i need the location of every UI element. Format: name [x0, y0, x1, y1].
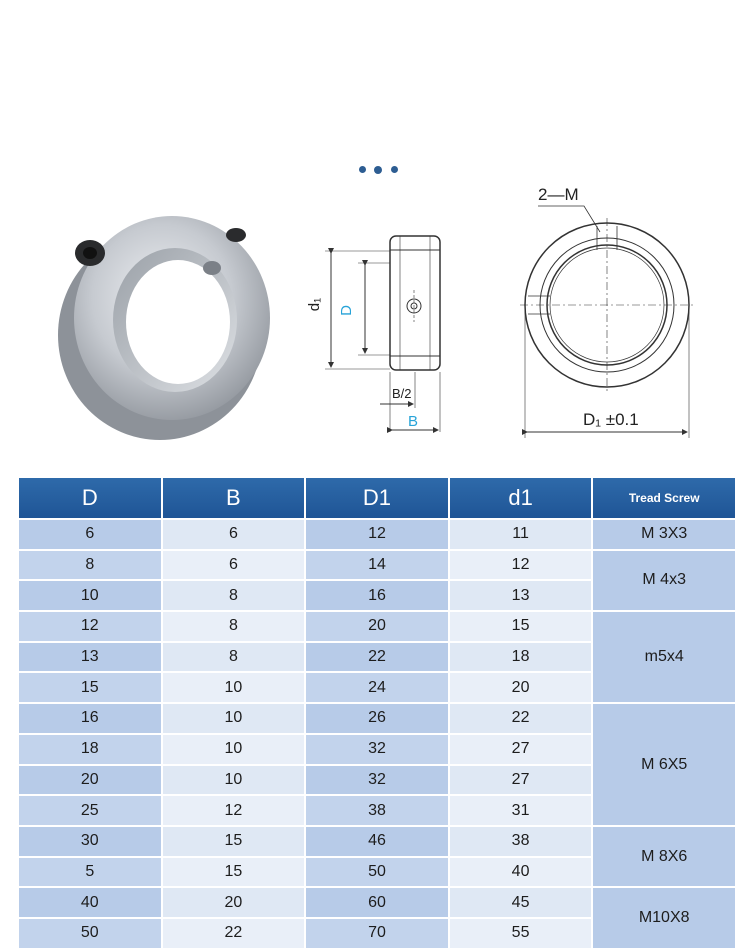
header-tread-screw: Tread Screw	[593, 478, 735, 518]
table-cell: 32	[306, 764, 448, 795]
table-cell: 6	[163, 518, 305, 549]
table-cell: 20	[163, 886, 305, 917]
table-cell: 8	[163, 641, 305, 672]
table-cell: 12	[163, 794, 305, 825]
side-view-drawing	[325, 236, 440, 432]
screw-size-cell: M 6X5	[593, 702, 735, 825]
table-cell: 20	[19, 764, 161, 795]
table-cell: 22	[450, 702, 592, 733]
table-cell: 45	[450, 886, 592, 917]
label-D: D	[337, 305, 355, 316]
table-cell: 10	[163, 702, 305, 733]
header-d1: d1	[450, 478, 592, 518]
table-cell: 12	[306, 518, 448, 549]
screw-size-cell: M 4x3	[593, 549, 735, 610]
table-cell: 27	[450, 733, 592, 764]
table-cell: 30	[19, 825, 161, 856]
table-cell: 13	[19, 641, 161, 672]
header-D1: D1	[306, 478, 448, 518]
table-cell: 50	[19, 917, 161, 948]
screw-size-cell: m5x4	[593, 610, 735, 702]
table-cell: 18	[19, 733, 161, 764]
table-row	[19, 549, 735, 580]
table-cell: 15	[450, 610, 592, 641]
product-illustration-area	[0, 0, 750, 470]
table-row	[19, 825, 735, 856]
table-cell: 8	[19, 549, 161, 580]
table-cell: 26	[306, 702, 448, 733]
product-drawings	[0, 0, 750, 470]
header-D: D	[19, 478, 161, 518]
shaft-collar-photo	[58, 216, 270, 440]
table-cell: 46	[306, 825, 448, 856]
table-cell: 32	[306, 733, 448, 764]
table-cell: 10	[163, 764, 305, 795]
table-cell: 16	[19, 702, 161, 733]
table-cell: 15	[163, 856, 305, 887]
table-cell: 10	[163, 733, 305, 764]
table-cell: 70	[306, 917, 448, 948]
table-cell: 15	[19, 671, 161, 702]
table-cell: 16	[306, 579, 448, 610]
table-cell: 38	[450, 825, 592, 856]
table-cell: 11	[450, 518, 592, 549]
table-cell: 12	[450, 549, 592, 580]
table-row	[19, 518, 735, 549]
table-cell: 24	[306, 671, 448, 702]
table-cell: 14	[306, 549, 448, 580]
table-cell: 20	[450, 671, 592, 702]
screw-size-cell: M 8X6	[593, 825, 735, 886]
table-cell: 60	[306, 886, 448, 917]
table-row	[19, 886, 735, 917]
table-cell: 15	[163, 825, 305, 856]
table-cell: 22	[163, 917, 305, 948]
table-cell: 6	[163, 549, 305, 580]
table-cell: 8	[163, 579, 305, 610]
table-cell: 20	[306, 610, 448, 641]
label-2m: 2—M	[538, 185, 579, 204]
table-cell: 38	[306, 794, 448, 825]
header-B: B	[163, 478, 305, 518]
table-cell: 27	[450, 764, 592, 795]
table-cell: 13	[450, 579, 592, 610]
table-cell: 6	[19, 518, 161, 549]
table-cell: 40	[450, 856, 592, 887]
spec-table	[17, 478, 737, 948]
front-view-drawing	[520, 206, 694, 438]
table-cell: 31	[450, 794, 592, 825]
table-cell: 22	[306, 641, 448, 672]
label-B: B	[408, 413, 419, 430]
table-cell: 8	[163, 610, 305, 641]
table-cell: 40	[19, 886, 161, 917]
table-cell: 10	[163, 671, 305, 702]
table-cell: 25	[19, 794, 161, 825]
label-b-half: B/2	[392, 386, 412, 401]
table-cell: 12	[19, 610, 161, 641]
table-cell: 50	[306, 856, 448, 887]
label-d1: d₁	[306, 297, 324, 312]
table-cell: 18	[450, 641, 592, 672]
screw-size-cell: M10X8	[593, 886, 735, 947]
table-cell: 10	[19, 579, 161, 610]
table-header-row	[19, 478, 735, 518]
table-cell: 55	[450, 917, 592, 948]
table-row	[19, 610, 735, 641]
label-D1-tolerance: D₁ ±0.1	[583, 410, 639, 429]
table-cell: 5	[19, 856, 161, 887]
screw-size-cell: M 3X3	[593, 518, 735, 549]
table-row	[19, 702, 735, 733]
